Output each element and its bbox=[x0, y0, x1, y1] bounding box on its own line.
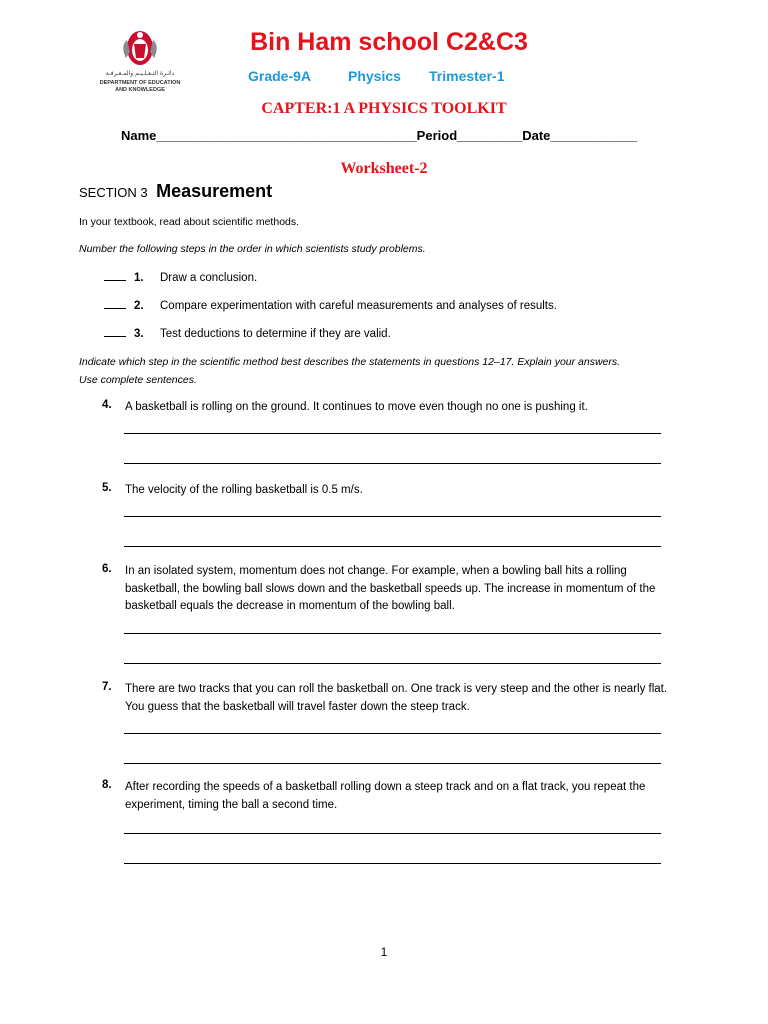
question-number: 6. bbox=[102, 563, 112, 575]
logo-english-text bbox=[94, 80, 186, 93]
question-text: A basketball is rolling on the ground. It continues to move even though no one is pushing it. bbox=[125, 401, 588, 413]
answer-line[interactable] bbox=[124, 863, 661, 864]
logo-english-line1: DEPARTMENT OF EDUCATION bbox=[99, 80, 181, 86]
question-number: 4. bbox=[102, 399, 112, 411]
question-text: The velocity of the rolling basketball is 0.5 m/s. bbox=[125, 484, 363, 496]
logo-english-line2: AND KNOWLEDGE bbox=[115, 86, 165, 93]
answer-line[interactable] bbox=[124, 733, 661, 734]
step-item: 2. Compare experimentation with careful measurements and analyses of results. bbox=[104, 299, 557, 312]
page-number: 1 bbox=[380, 945, 388, 959]
answer-line[interactable] bbox=[124, 546, 661, 547]
logo-arabic-text: دائـرة التـعـلـيـم والمـعـرفـة bbox=[105, 70, 175, 77]
step-item: 3. Test deductions to determine if they are valid. bbox=[104, 327, 391, 340]
answer-line[interactable] bbox=[124, 516, 661, 517]
step-item: 1. Draw a conclusion. bbox=[104, 271, 257, 284]
question-text: After recording the speeds of a basketball rolling down a steep track and on a flat track, you repeat the experiment, timing the ball a second time. bbox=[125, 781, 646, 811]
section-title: Measurement bbox=[156, 181, 273, 201]
answer-blank[interactable] bbox=[104, 299, 126, 309]
term-label: Trimester-1 bbox=[429, 68, 505, 84]
chapter-title: CAPTER:1 A PHYSICS TOOLKIT bbox=[261, 100, 507, 117]
name-period-date-line: Name____________________________________Period_________Date____________ bbox=[121, 128, 638, 143]
ordering-instruction: Number the following steps in the order in which scientists study problems. bbox=[79, 243, 426, 255]
answer-line[interactable] bbox=[124, 433, 661, 434]
subject-label: Physics bbox=[348, 68, 401, 84]
answer-line[interactable] bbox=[124, 463, 661, 464]
grade-label: Grade-9A bbox=[248, 68, 312, 84]
answer-line[interactable] bbox=[124, 633, 661, 634]
school-title: Bin Ham school C2&C3 bbox=[250, 28, 528, 56]
answer-line[interactable] bbox=[124, 663, 661, 664]
question-number: 7. bbox=[102, 681, 112, 693]
intro-text: In your textbook, read about scientific methods. bbox=[79, 216, 300, 228]
answer-line[interactable] bbox=[124, 833, 661, 834]
question-instruction: Indicate which step in the scientific method best describes the statements in questions 12–17. Explain your answers. Use complete sentences. bbox=[79, 356, 621, 386]
worksheet-title: Worksheet-2 bbox=[340, 160, 428, 177]
answer-line[interactable] bbox=[124, 763, 661, 764]
section-label: SECTION 3 bbox=[79, 185, 148, 200]
section-heading bbox=[79, 181, 272, 202]
answer-blank[interactable] bbox=[104, 271, 126, 281]
answer-blank[interactable] bbox=[104, 327, 126, 337]
question-text: There are two tracks that you can roll the basketball on. One track is very steep and the other is nearly flat. You guess that the basketball will travel faster down the steep track. bbox=[125, 683, 668, 713]
question-text: In an isolated system, momentum does not change. For example, when a bowling ball hits a rolling basketball, the bowling ball slows down and the basketball speeds up. The increase in momentum of the basketball equals the decrease in momentum of the bowling ball. bbox=[125, 565, 656, 612]
question-number: 5. bbox=[102, 482, 112, 494]
question-number: 8. bbox=[102, 779, 112, 791]
